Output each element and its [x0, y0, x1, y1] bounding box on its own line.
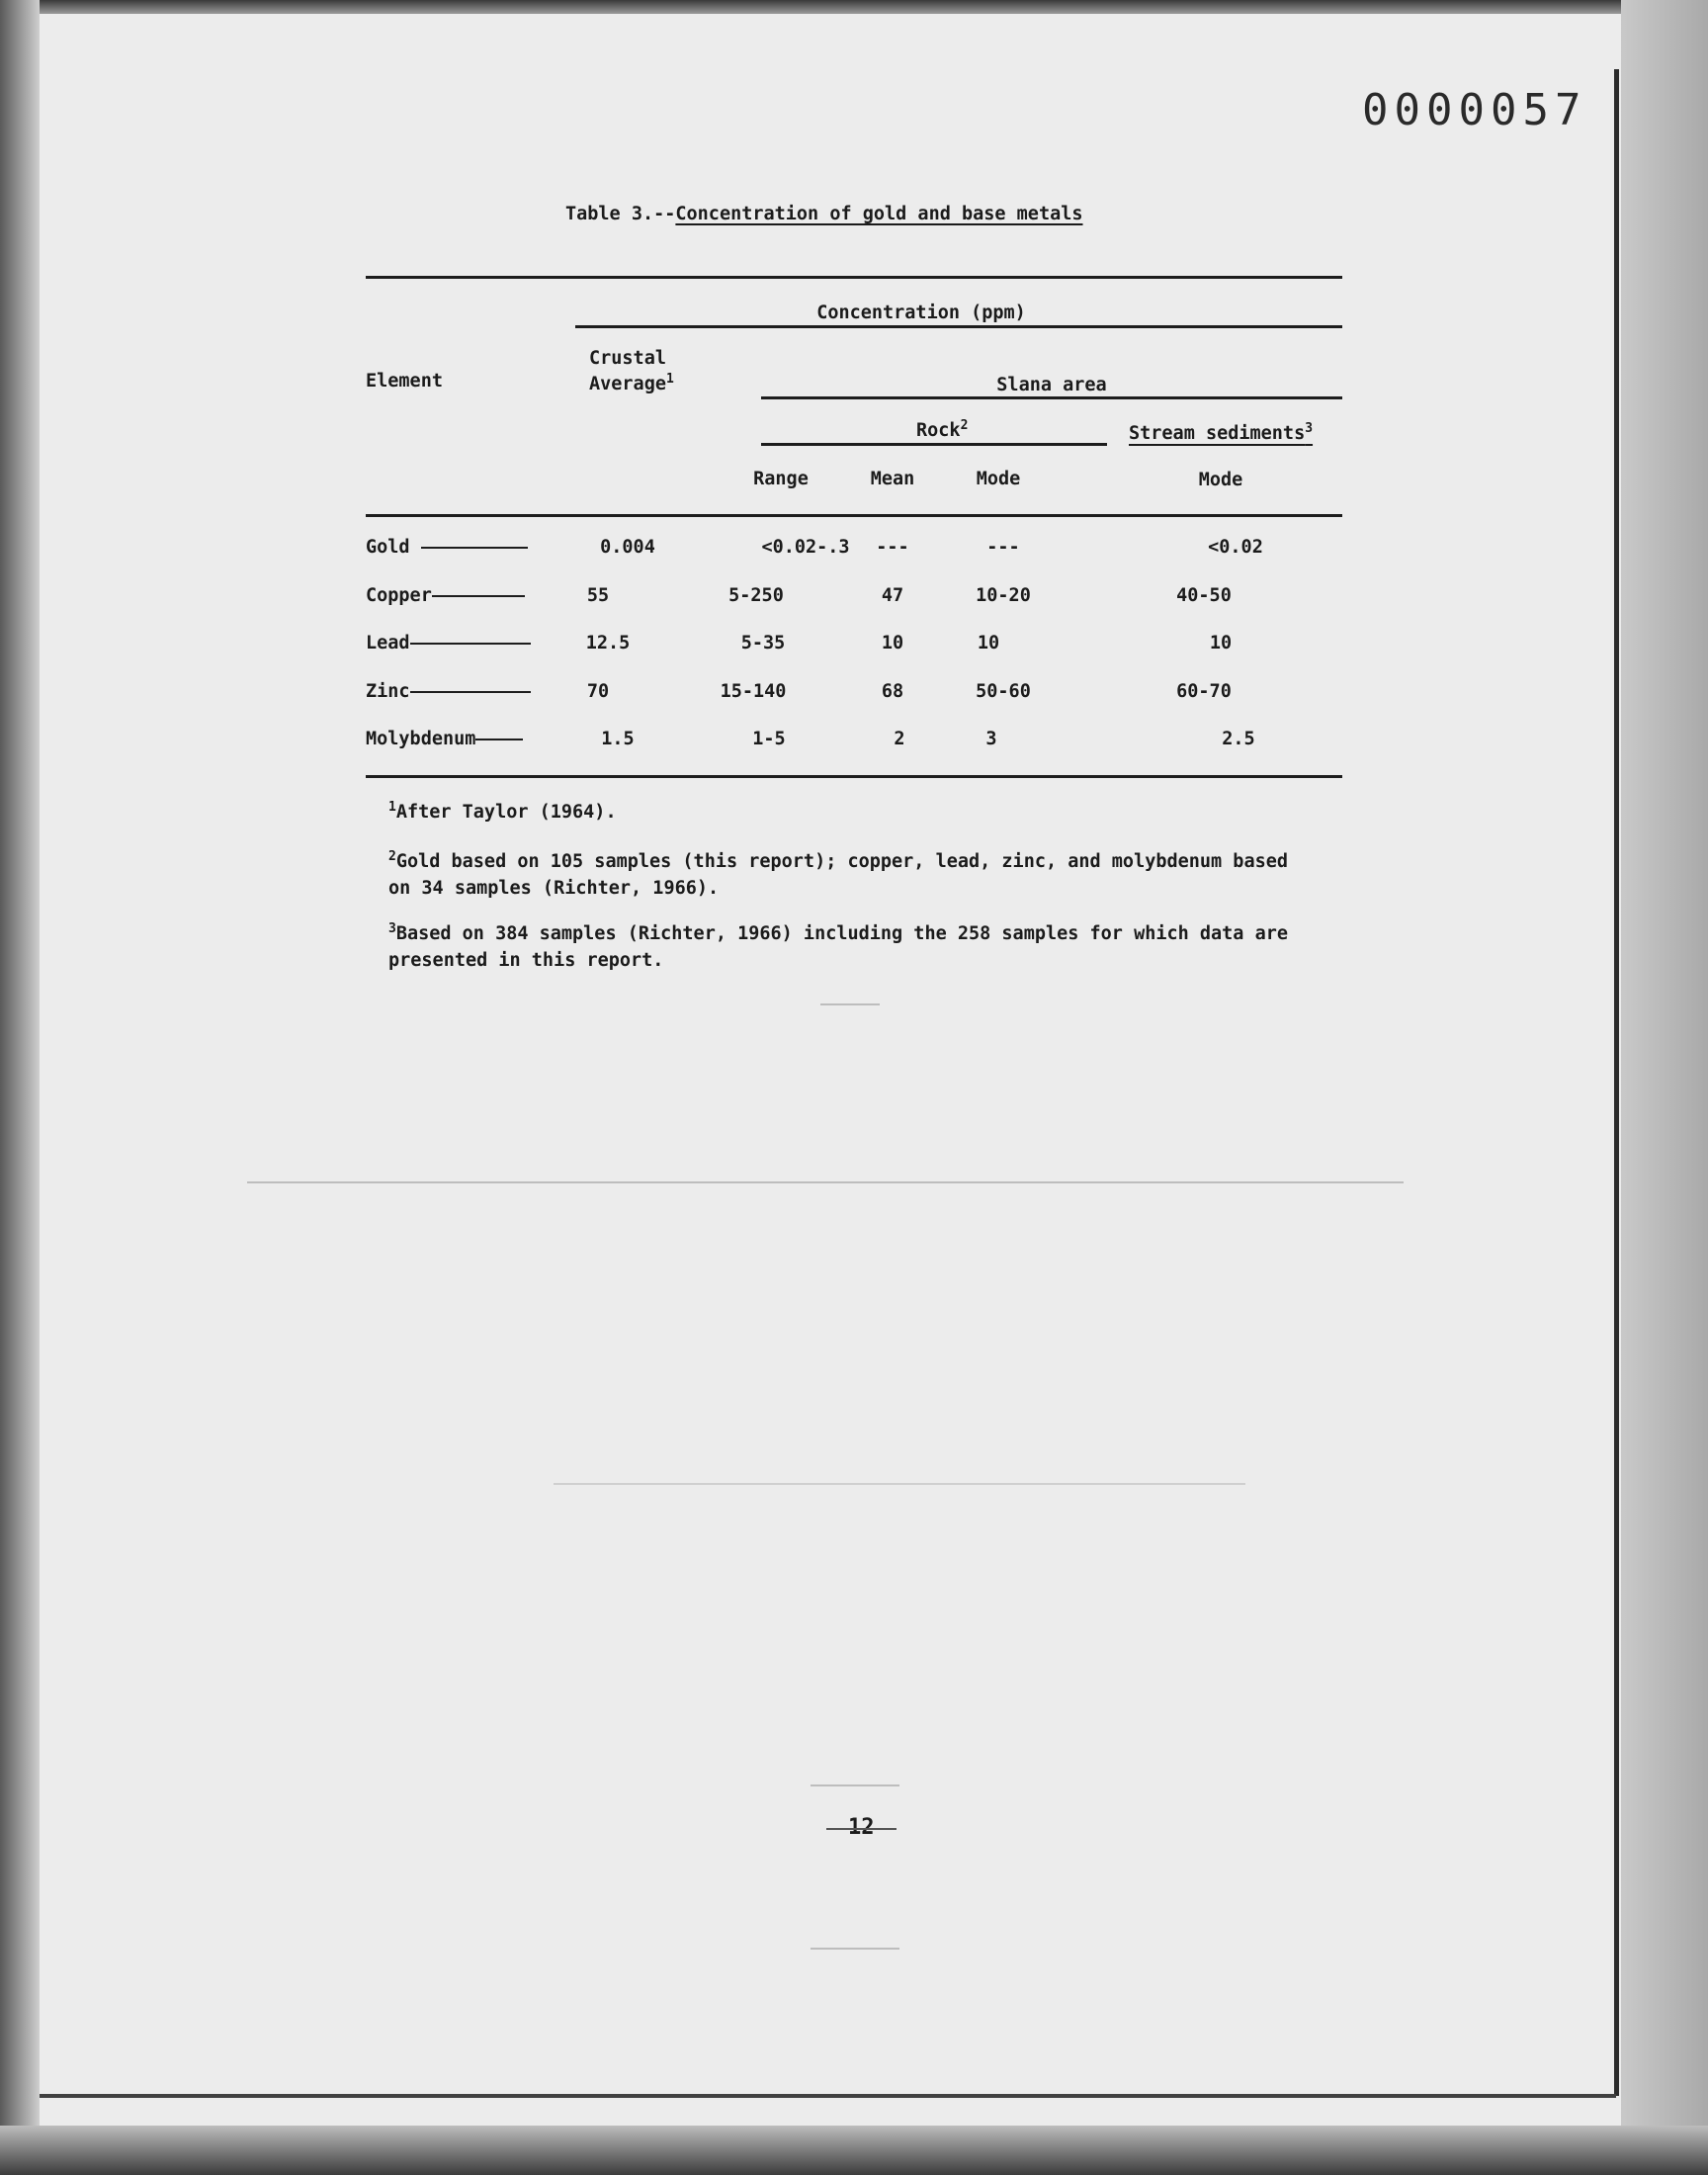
- row-element-cell: [366, 633, 534, 653]
- cell-range: 1-5: [752, 729, 786, 749]
- footnote-1: [388, 794, 1308, 826]
- cell-mode: ---: [986, 537, 1020, 558]
- row-element: Gold: [366, 537, 410, 558]
- page-edge-right: [1614, 69, 1619, 2096]
- page-edge-bottom: [40, 2094, 1616, 2098]
- cell-range: 15-140: [720, 681, 787, 702]
- row-element: Copper: [366, 585, 432, 606]
- header-rock-label: Rock: [916, 420, 961, 442]
- footnote-number: 3: [388, 921, 396, 936]
- concentration-rule: [575, 325, 1342, 328]
- bleed-through-mark: [811, 1948, 899, 1950]
- cell-crustal: 70: [586, 681, 610, 702]
- cell-mode: 10-20: [976, 585, 1031, 606]
- page-number: 12: [848, 1815, 875, 1840]
- rock-rule: [761, 443, 1107, 446]
- table-row: [0, 633, 1708, 662]
- footnote-number: 1: [388, 800, 396, 815]
- footnote-ref-1: 1: [665, 372, 674, 387]
- cell-stream-mode: <0.02: [1208, 537, 1263, 558]
- cell-stream-mode: 10: [1209, 633, 1233, 653]
- slana-area-rule: [761, 396, 1342, 399]
- header-stream-label: Stream sediments: [1129, 423, 1306, 445]
- bleed-through-line: [247, 1181, 1404, 1183]
- scan-edge-bottom: [0, 2126, 1708, 2175]
- table-title-subject: Concentration of gold and base metals: [675, 204, 1083, 224]
- header-bottom-rule: [366, 514, 1342, 517]
- table-row: [0, 729, 1708, 758]
- footnote-ref-3: 3: [1305, 421, 1314, 436]
- row-element: Zinc: [366, 681, 410, 702]
- scan-edge-top: [0, 0, 1708, 14]
- cell-stream-mode: 40-50: [1176, 585, 1232, 606]
- bleed-through-mark: [554, 1483, 1245, 1485]
- cell-mode: 50-60: [976, 681, 1031, 702]
- footnote-ref-2: 2: [960, 418, 969, 433]
- document-number: 0000057: [1362, 85, 1587, 135]
- table-bottom-rule: [366, 775, 1342, 778]
- footnote-text: After Taylor (1964).: [395, 802, 617, 824]
- cell-crustal: 0.004: [600, 537, 655, 558]
- row-element: Lead: [366, 633, 410, 653]
- cell-crustal: 1.5: [601, 729, 635, 749]
- row-element-cell: [366, 729, 534, 749]
- table-title: [565, 204, 1083, 224]
- cell-range: <0.02-.3: [761, 537, 850, 558]
- leader-dashes: [410, 643, 531, 645]
- leader-dashes: [421, 547, 528, 549]
- leader-dashes: [475, 739, 523, 740]
- header-concentration: Concentration (ppm): [816, 303, 1026, 323]
- bleed-through-mark: [820, 1003, 880, 1005]
- cell-mean: 68: [881, 681, 904, 702]
- header-element: Element: [366, 371, 443, 392]
- table-row: [0, 681, 1708, 711]
- header-crustal-average: Average: [589, 374, 666, 395]
- header-mean: Mean: [870, 469, 915, 489]
- header-stream-sediments: [1129, 421, 1313, 444]
- scan-edge-right: [1621, 0, 1708, 2175]
- cell-stream-mode: 60-70: [1176, 681, 1232, 702]
- table-row: [0, 585, 1708, 615]
- table-top-rule: [366, 276, 1342, 279]
- header-slana-area: Slana area: [996, 375, 1107, 395]
- footnote-text: Gold based on 105 samples (this report); copper, lead, zinc, and molybdenum based on 34 samples (Richter, 1966).: [388, 851, 1289, 900]
- scan-edge-left: [0, 0, 40, 2175]
- footnote-2: [388, 843, 1308, 902]
- header-stream-mode: Mode: [1198, 470, 1243, 490]
- cell-mode: 3: [985, 729, 997, 749]
- header-crustal-line1: Crustal: [589, 348, 666, 369]
- header-crustal-line2: [589, 372, 674, 394]
- table-title-prefix: Table 3.--: [565, 204, 676, 224]
- cell-mean: 2: [894, 729, 905, 749]
- cell-mode: 10: [977, 633, 1000, 653]
- footnote-3: [388, 915, 1308, 974]
- cell-range: 5-250: [728, 585, 784, 606]
- footnote-number: 2: [388, 849, 396, 864]
- bleed-through-mark: [811, 1784, 899, 1786]
- cell-mean: 10: [881, 633, 904, 653]
- cell-mean: 47: [881, 585, 904, 606]
- cell-range: 5-35: [740, 633, 786, 653]
- leader-dashes: [410, 691, 531, 693]
- footnote-text: Based on 384 samples (Richter, 1966) including the 258 samples for which data are presented in this report.: [388, 923, 1289, 972]
- row-element: Molybdenum: [366, 729, 476, 749]
- cell-stream-mode: 2.5: [1222, 729, 1255, 749]
- header-range: Range: [753, 469, 809, 489]
- cell-crustal: 55: [586, 585, 610, 606]
- header-rock-mode: Mode: [976, 469, 1021, 489]
- cell-mean: ---: [876, 537, 909, 558]
- row-element-cell: [366, 681, 534, 702]
- cell-crustal: 12.5: [585, 633, 631, 653]
- table-row: [0, 537, 1708, 566]
- leader-dashes: [432, 595, 525, 597]
- row-element-cell: [366, 585, 534, 606]
- row-element-cell: [366, 537, 534, 558]
- header-rock: [916, 418, 968, 441]
